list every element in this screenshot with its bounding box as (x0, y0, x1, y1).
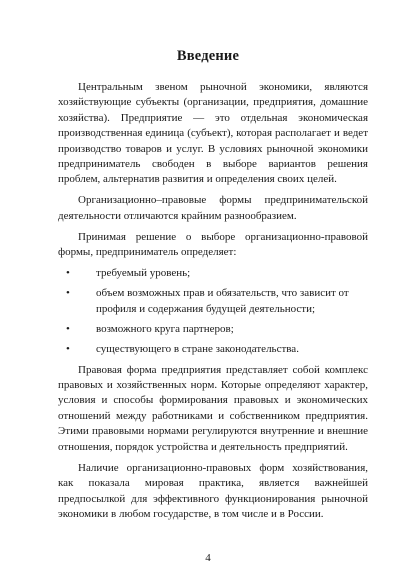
paragraph-conclusion: Наличие организационно-правовых форм хозяйствования, как показала мировая практика, является важнейшей предпосылкой для эффективного функционирования рыночной экономики в любом государстве, в том числе и в России. (58, 461, 368, 520)
list-item (58, 322, 368, 337)
list-item-text: требуемый уровень; (96, 267, 191, 280)
list-item (58, 342, 368, 357)
page-title: Введение (176, 48, 240, 64)
page-number: 4 (205, 552, 211, 564)
bullet-icon: • (66, 287, 70, 300)
list-item-text: возможного круга партнеров; (96, 322, 234, 335)
bullet-icon: • (66, 342, 70, 355)
paragraph-forms: Организационно–правовые формы предпринимательской деятельности отличаются крайним разнообразием. (58, 194, 368, 222)
criteria-list (58, 266, 368, 357)
bullet-icon: • (66, 267, 70, 280)
paragraph-legal-form: Правовая форма предприятия представляет собой комплекс правовых и хозяйственных норм. Которые определяют характер, условия и способы формирования правовых и экономических отношений между работниками и собственником предприятия. Этими правовыми нормами регулируются внутренние и внешние отношения, порядок устройства и деятельность предприятий. (58, 363, 368, 453)
list-item (58, 286, 368, 317)
list-item (58, 266, 368, 281)
list-item-text: объем возможных прав и обязательств, что зависит от профиля и содержания будущей деятельности; (96, 287, 349, 315)
document-body (58, 80, 368, 528)
list-item-text: существующего в стране законодательства. (96, 342, 299, 355)
bullet-icon: • (66, 322, 70, 335)
paragraph-decision: Принимая решение о выборе организационно-правовой формы, предприниматель определяет: (58, 230, 368, 259)
paragraph-intro: Центральным звеном рыночной экономики, являются хозяйствующие субъекты (организации, предприятия, домашние хозяйства). Предприятие — это отдельная экономическая производственная единица (субъект), которая располагает и ведет производство товаров и услуг. В условиях рыночной экономики предприниматель свободен в выборе вариантов решения проблем, альтернатив развития и определения своих целей. (58, 81, 368, 186)
